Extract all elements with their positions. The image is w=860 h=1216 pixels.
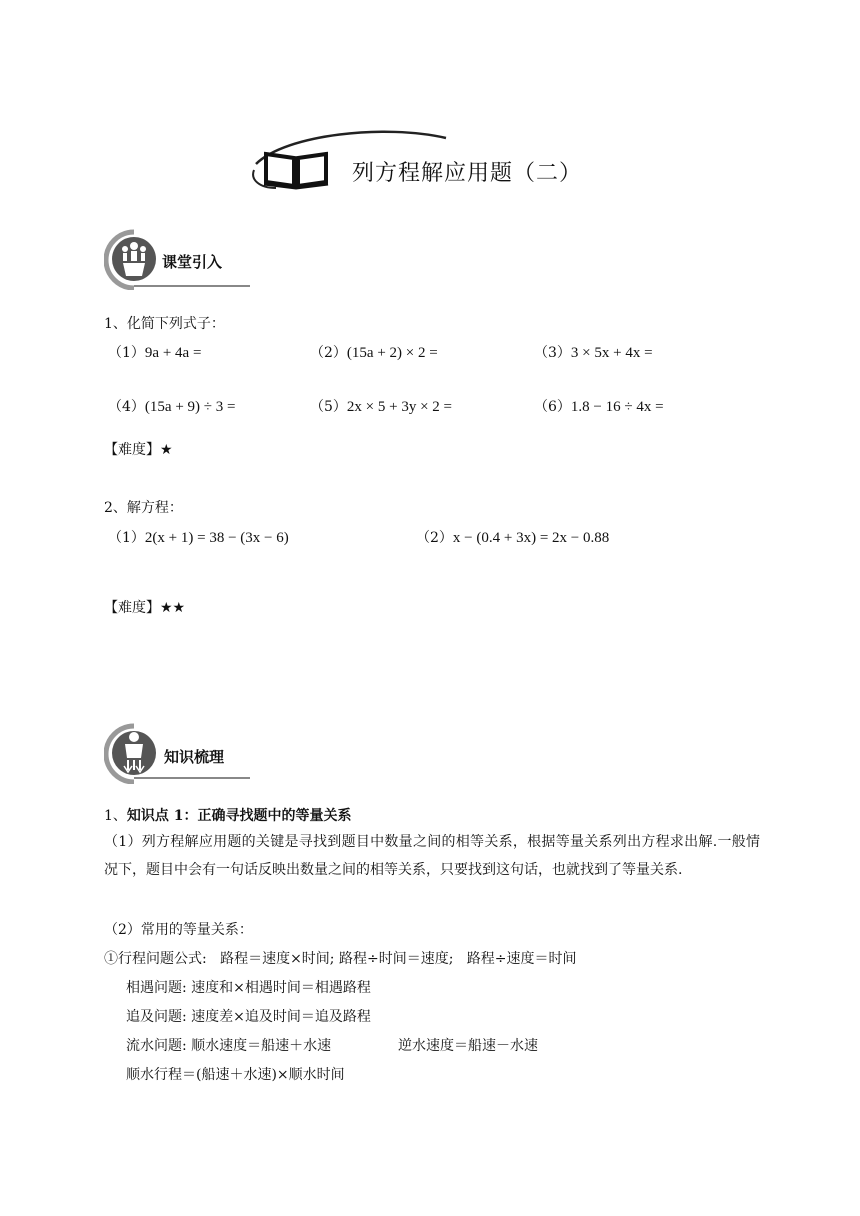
formula-line-5: 逆水速度＝船速－水速	[398, 1038, 538, 1054]
formula-line-4: 流水问题: 顺水速度＝船速＋水速	[126, 1038, 332, 1054]
knowledge-heading	[104, 805, 352, 825]
item-number: （1）	[108, 530, 145, 546]
knowledge-paragraph-2: （2）常用的等量关系：	[104, 922, 253, 938]
q2-item-1	[108, 527, 289, 547]
knowledge-paragraph-1: （1）列方程解应用题的关键是寻找到题目中数量之间的相等关系，根据等量关系列出方程求出解.一般情况下，题目中会有一句话反映出数量之间的相等关系，只要找到这句话，也就找到了等量关系.	[104, 834, 760, 878]
item-number: （4）	[108, 399, 145, 415]
item-number: （2）	[310, 345, 347, 361]
section-label-knowledge: 知识梳理	[164, 748, 225, 766]
item-number: （5）	[310, 399, 347, 415]
q1-item-1	[108, 342, 201, 362]
formula-line-3: 追及问题: 速度差×追及时间＝追及路程	[126, 1009, 371, 1025]
formula-line-6: 顺水行程＝(船速＋水速)×顺水时间	[126, 1067, 345, 1083]
math-expression: (15a + 2) × 2 =	[346, 345, 438, 361]
item-number: （2）	[416, 530, 453, 546]
formula-line-2: 相遇问题: 速度和×相遇时间＝相遇路程	[126, 980, 371, 996]
item-number: （1）	[108, 345, 145, 361]
math-expression: 2(x + 1) = 38 − (3x − 6)	[144, 530, 289, 546]
difficulty-q1: 【难度】★	[104, 442, 173, 458]
difficulty-q2: 【难度】★★	[104, 600, 186, 616]
q1-item-5	[310, 396, 452, 416]
math-expression: 2x × 5 + 3y × 2 =	[346, 399, 453, 415]
math-expression: 1.8 − 16 ÷ 4x =	[570, 399, 664, 415]
question-1-stem: 1、化简下列式子：	[104, 316, 225, 332]
q1-item-2	[310, 342, 438, 362]
classroom-icon	[118, 238, 150, 280]
math-expression: (15a + 9) ÷ 3 =	[144, 399, 236, 415]
book-icon	[262, 150, 330, 190]
section-label-classroom: 课堂引入	[162, 253, 223, 271]
q1-item-6	[534, 396, 664, 416]
q2-item-2	[416, 527, 609, 547]
q1-item-3	[534, 342, 653, 362]
question-2-stem: 2、解方程：	[104, 500, 183, 516]
heading-prefix: 1、	[104, 808, 127, 824]
knowledge-heading-text: 知识点 1：正确寻找题中的等量关系	[126, 808, 352, 824]
item-number: （6）	[534, 399, 571, 415]
formula-line-1: ①行程问题公式: 路程＝速度×时间; 路程÷时间＝速度; 路程÷速度＝时间	[104, 951, 577, 967]
math-expression: 9a + 4a =	[144, 345, 202, 361]
page-title: 列方程解应用题（二）	[352, 161, 583, 186]
math-expression: 3 × 5x + 4x =	[570, 345, 653, 361]
math-expression: x − (0.4 + 3x) = 2x − 0.88	[452, 530, 610, 546]
person-icon	[120, 730, 148, 774]
q1-item-4	[108, 396, 235, 416]
item-number: （3）	[534, 345, 571, 361]
